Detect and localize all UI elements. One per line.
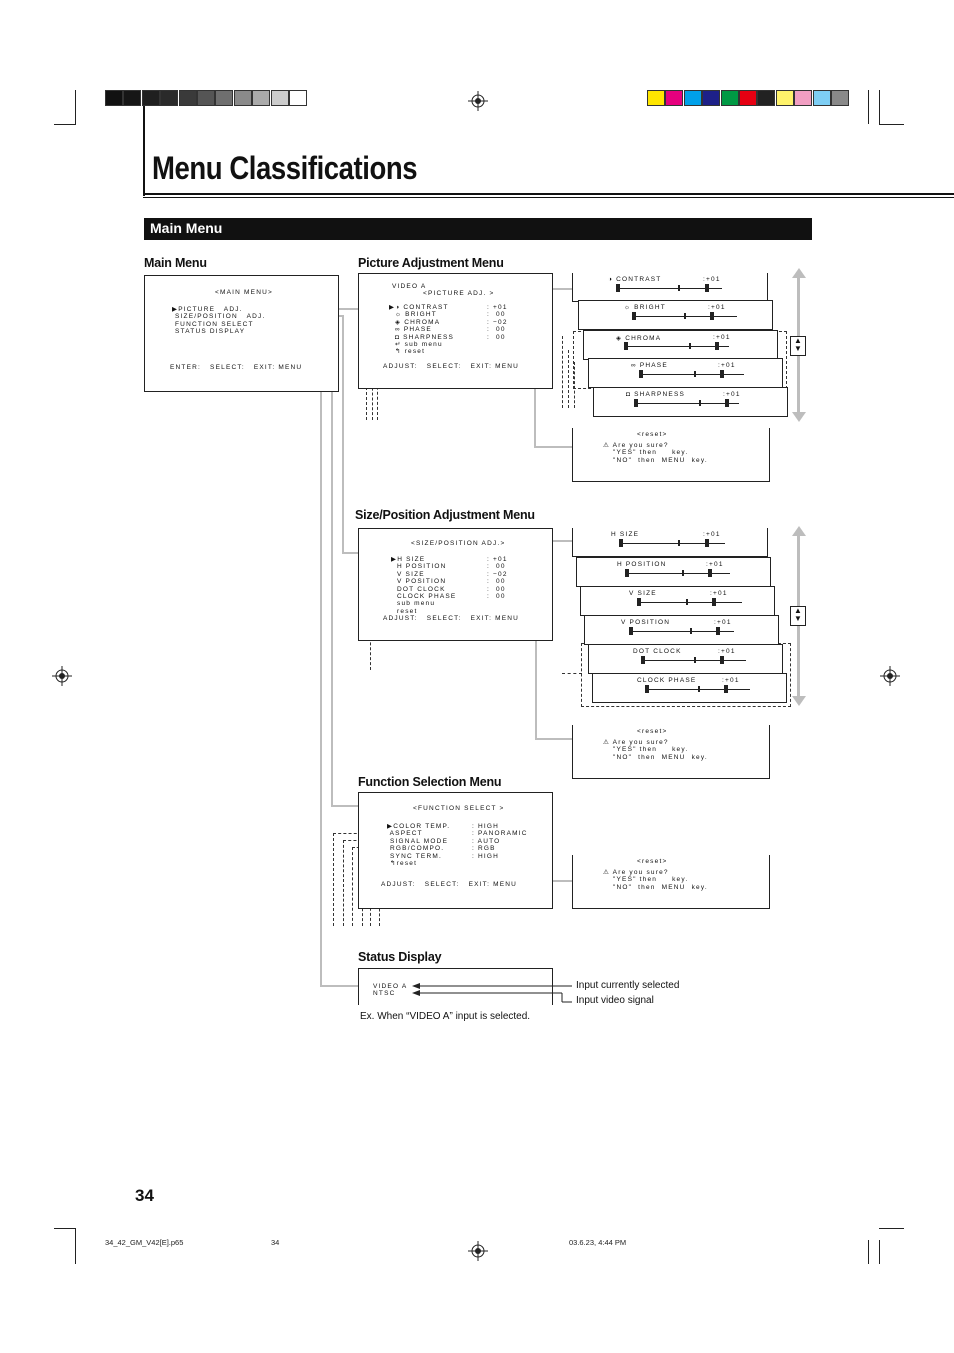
connector [534, 446, 574, 448]
slider-right-marker [708, 569, 712, 577]
sub-screen-label: H SIZE [611, 531, 640, 538]
menu-row: : 00 [487, 563, 506, 571]
adjust-sub-screen [588, 644, 783, 674]
menu-row: : RGB [472, 845, 496, 853]
connector [331, 805, 360, 807]
menu-row: : 00 [487, 593, 506, 601]
reset-yes: "YES" then key. [613, 876, 689, 883]
main-menu-items [172, 306, 265, 336]
color-swatch [757, 90, 775, 106]
reset-question: ⚠ Are you sure? [603, 739, 669, 746]
crop-mark [868, 1240, 869, 1264]
menu-row: : 00 [487, 585, 506, 593]
slider-left-marker [634, 399, 638, 407]
crop-mark [54, 1228, 76, 1229]
registration-target-icon [52, 666, 72, 686]
menu-row: V POSITION [391, 578, 447, 586]
footer-file: 34_42_GM_V42[E].p65 [105, 1238, 184, 1247]
adjust-sub-screen [584, 615, 779, 645]
crop-mark [868, 90, 869, 124]
sub-screen-label: ∞ PHASE [631, 362, 668, 369]
slider-thumb [678, 540, 680, 546]
reset-no: "NO" then MENU key. [613, 457, 708, 464]
size-reset-dialog [572, 725, 770, 779]
menu-row: : 00 [487, 311, 506, 319]
menu-row: : PANORAMIC [472, 830, 528, 838]
slider-track [641, 374, 744, 375]
section-bar [144, 218, 812, 240]
color-swatch [123, 90, 141, 106]
slider-right-marker [715, 342, 719, 350]
menu-row: ▶COLOR TEMP. [387, 823, 451, 830]
menu-row: sub menu [391, 600, 436, 608]
sub-screen-value: :+01 [713, 334, 731, 341]
menu-row: ↵ sub menu [389, 341, 443, 349]
color-swatch [197, 90, 215, 106]
size-menu-footer: ADJUST: SELECT: EXIT: MENU [383, 615, 520, 622]
slider-thumb [678, 285, 680, 291]
sub-screen-value: :+01 [714, 619, 732, 626]
connector [331, 322, 333, 806]
color-swatch [794, 90, 812, 106]
sub-screen-label: CLOCK PHASE [637, 677, 697, 684]
slider-left-marker [625, 569, 629, 577]
crop-mark [879, 90, 880, 124]
slider-left-marker [632, 312, 636, 320]
menu-row: V SIZE [391, 570, 425, 578]
slider-right-marker [705, 539, 709, 547]
menu-row: : 00 [487, 326, 506, 334]
sub-screen-label: H POSITION [617, 561, 667, 568]
slider-thumb [694, 371, 696, 377]
crop-mark [75, 90, 76, 124]
menu-row: : AUTO [472, 837, 501, 845]
adjust-sub-screen [578, 300, 773, 330]
connector [320, 330, 322, 986]
slider-left-marker [639, 370, 643, 378]
menu-row: ∞ PHASE [389, 326, 432, 334]
up-down-key-icon: ▲ ▼ [790, 606, 806, 626]
up-down-key-icon: ▲ ▼ [790, 336, 806, 356]
slider-right-marker [705, 284, 709, 292]
adjust-sub-screen [572, 273, 768, 302]
sub-screen-label: V POSITION [621, 619, 671, 626]
size-menu-values [487, 556, 508, 600]
menu-row: ◘ SHARPNESS [389, 333, 455, 341]
page-number: 34 [135, 1186, 154, 1205]
adjust-sub-screen [572, 528, 768, 557]
color-swatch [831, 90, 849, 106]
slider-track [621, 543, 725, 544]
registration-target-icon [880, 666, 900, 686]
picture-menu-values [487, 304, 508, 341]
sub-screen-label: ☼ BRIGHT [624, 304, 666, 311]
title-rule [143, 197, 954, 198]
slider-thumb [686, 599, 688, 605]
menu-row: ▶H SIZE [391, 556, 426, 563]
function-menu-screen [358, 792, 553, 909]
main-menu-title: <MAIN MENU> [215, 289, 273, 296]
menu-row: DOT CLOCK [391, 585, 446, 593]
color-swatch [142, 90, 160, 106]
slider-left-marker [645, 685, 649, 693]
size-position-menu-screen [358, 528, 553, 641]
reset-yes: "YES" then key. [613, 449, 689, 456]
registration-target-icon [468, 1241, 488, 1261]
heading-size-position: Size/Position Adjustment Menu [355, 508, 535, 522]
color-swatch [776, 90, 794, 106]
sub-screen-value: :+01 [708, 304, 726, 311]
color-swatch [721, 90, 739, 106]
slider-thumb [699, 400, 701, 406]
adjust-sub-screen [576, 557, 771, 587]
slider-left-marker [616, 284, 620, 292]
slider-right-marker [710, 312, 714, 320]
menu-row: SIZE/POSITION ADJ. [172, 313, 266, 321]
dashed-connector [562, 336, 563, 408]
menu-row: SIGNAL MODE [387, 837, 449, 845]
size-menu-title: <SIZE/POSITION ADJ.> [411, 540, 506, 547]
picture-menu-source: VIDEO A [392, 283, 427, 290]
section-bar-label: Main Menu [150, 220, 223, 236]
color-swatch [252, 90, 270, 106]
sub-screen-label: DOT CLOCK [633, 648, 682, 655]
crop-mark [879, 1240, 880, 1264]
menu-row: : HIGH [472, 852, 500, 860]
crop-mark [54, 124, 76, 125]
slider-left-marker [637, 598, 641, 606]
color-swatch [160, 90, 178, 106]
sub-screen-value: :+01 [710, 590, 728, 597]
menu-row: ASPECT [387, 830, 423, 838]
picture-reset-dialog [572, 428, 770, 482]
color-swatch [684, 90, 702, 106]
slider-left-marker [624, 342, 628, 350]
menu-row: : 00 [487, 578, 506, 586]
status-example: Ex. When “VIDEO A” input is selected. [360, 1011, 531, 1022]
sub-screen-value: :+01 [703, 531, 721, 538]
sub-screen-value: :+01 [718, 648, 736, 655]
slider-right-marker [716, 627, 720, 635]
sub-screen-label: ◑ CONTRAST [608, 276, 662, 283]
title-rule-vertical [143, 106, 145, 196]
slider-track [639, 602, 742, 603]
picture-menu-screen [358, 273, 553, 389]
status-annotation-signal: Input video signal [576, 995, 654, 1006]
slider-thumb [690, 628, 692, 634]
menu-row: : −02 [487, 570, 508, 578]
menu-row: : +01 [487, 556, 508, 563]
reset-no: "NO" then MENU key. [613, 754, 708, 761]
adjust-sub-screen [588, 358, 783, 388]
status-line-signal: NTSC [373, 990, 396, 997]
connector [320, 985, 360, 987]
adjust-sub-screen [583, 330, 778, 360]
crop-mark [879, 124, 904, 125]
color-swatch [647, 90, 665, 106]
color-swatch [105, 90, 123, 106]
reset-yes: "YES" then key. [613, 746, 689, 753]
slider-left-marker [619, 539, 623, 547]
slider-track [626, 346, 729, 347]
page-title: Menu Classifications [152, 150, 418, 186]
heading-status: Status Display [358, 950, 442, 964]
crop-mark [879, 1228, 904, 1229]
connector [535, 738, 575, 740]
menu-row: FUNCTION SELECT [172, 320, 254, 328]
dashed-connector [568, 350, 569, 408]
slider-right-marker [720, 656, 724, 664]
menu-row: reset [391, 607, 418, 615]
color-swatch [215, 90, 233, 106]
slider-thumb [694, 657, 696, 663]
status-line-input: VIDEO A [373, 983, 408, 990]
heading-main-menu: Main Menu [144, 256, 207, 270]
color-swatch [234, 90, 252, 106]
menu-row: ↰ reset [389, 348, 426, 356]
footer-page: 34 [271, 1238, 280, 1247]
color-swatch [665, 90, 683, 106]
menu-row: RGB/COMPO. [387, 845, 445, 853]
sub-screen-value: :+01 [723, 391, 741, 398]
menu-row: STATUS DISPLAY [172, 328, 246, 336]
dashed-connector [562, 673, 582, 674]
registration-target-icon [468, 91, 488, 111]
slider-thumb [698, 686, 700, 692]
slider-thumb [682, 570, 684, 576]
size-menu-labels [391, 556, 456, 615]
sub-screen-label: ◘ SHARPNESS [626, 391, 686, 398]
sub-screen-value: :+01 [706, 561, 724, 568]
main-menu-screen [144, 275, 339, 392]
adjust-sub-screen [580, 586, 775, 616]
dashed-connector [352, 847, 353, 926]
slider-left-marker [629, 627, 633, 635]
menu-row: : −02 [487, 318, 508, 326]
menu-row: : +01 [487, 304, 508, 311]
color-swatch [271, 90, 289, 106]
menu-row: : 00 [487, 333, 506, 341]
dashed-connector [343, 840, 344, 926]
function-menu-footer: ADJUST: SELECT: EXIT: MENU [381, 881, 518, 888]
function-menu-title: <FUNCTION SELECT > [413, 805, 505, 812]
heading-function: Function Selection Menu [358, 775, 502, 789]
color-swatch [813, 90, 831, 106]
reset-title: <reset> [637, 431, 668, 438]
main-menu-footer: ENTER: SELECT: EXIT: MENU [170, 364, 303, 371]
slider-right-marker [712, 598, 716, 606]
title-rule [143, 193, 954, 195]
picture-menu-title: <PICTURE ADJ. > [423, 290, 495, 297]
slider-right-marker [725, 399, 729, 407]
menu-row: ↰reset [387, 860, 418, 868]
crop-mark [75, 1228, 76, 1264]
picture-menu-footer: ADJUST: SELECT: EXIT: MENU [383, 363, 520, 370]
menu-row: : HIGH [472, 823, 500, 830]
menu-row: ☼ BRIGHT [389, 311, 437, 319]
slider-thumb [689, 343, 691, 349]
function-menu-labels [387, 823, 450, 867]
color-swatch [289, 90, 307, 106]
menu-row: ◈ CHROMA [389, 318, 441, 326]
slider-right-marker [720, 370, 724, 378]
function-reset-dialog [572, 855, 770, 909]
picture-menu-labels [389, 304, 454, 356]
reset-question: ⚠ Are you sure? [603, 869, 669, 876]
menu-row: SYNC TERM. [387, 852, 442, 860]
color-swatch [179, 90, 197, 106]
dashed-connector [333, 833, 334, 926]
sub-screen-label: V SIZE [629, 590, 657, 597]
slider-track [636, 403, 739, 404]
adjust-sub-screen [593, 387, 788, 417]
heading-picture: Picture Adjustment Menu [358, 256, 504, 270]
slider-right-marker [724, 685, 728, 693]
menu-row: CLOCK PHASE [391, 593, 457, 601]
reset-no: "NO" then MENU key. [613, 884, 708, 891]
connector [342, 315, 344, 553]
adjust-sub-screen [592, 673, 787, 703]
reset-question: ⚠ Are you sure? [603, 442, 669, 449]
status-annotation-input: Input currently selected [576, 980, 680, 991]
reset-title: <reset> [637, 728, 668, 735]
sub-screen-label: ◈ CHROMA [616, 335, 662, 342]
reset-title: <reset> [637, 858, 668, 865]
slider-track [627, 573, 730, 574]
menu-row: H POSITION [391, 563, 447, 571]
color-swatch [739, 90, 757, 106]
slider-thumb [684, 313, 686, 319]
sub-screen-value: :+01 [718, 362, 736, 369]
sub-screen-value: :+01 [722, 677, 740, 684]
color-swatch [702, 90, 720, 106]
slider-left-marker [641, 656, 645, 664]
menu-row: ▶◑ CONTRAST [389, 304, 449, 311]
footer-date: 03.6.23, 4:44 PM [569, 1238, 627, 1247]
sub-screen-value: :+01 [703, 276, 721, 283]
function-menu-values [472, 823, 528, 860]
menu-row: ▶PICTURE ADJ. [172, 306, 243, 313]
status-callout-lines [412, 982, 578, 1006]
